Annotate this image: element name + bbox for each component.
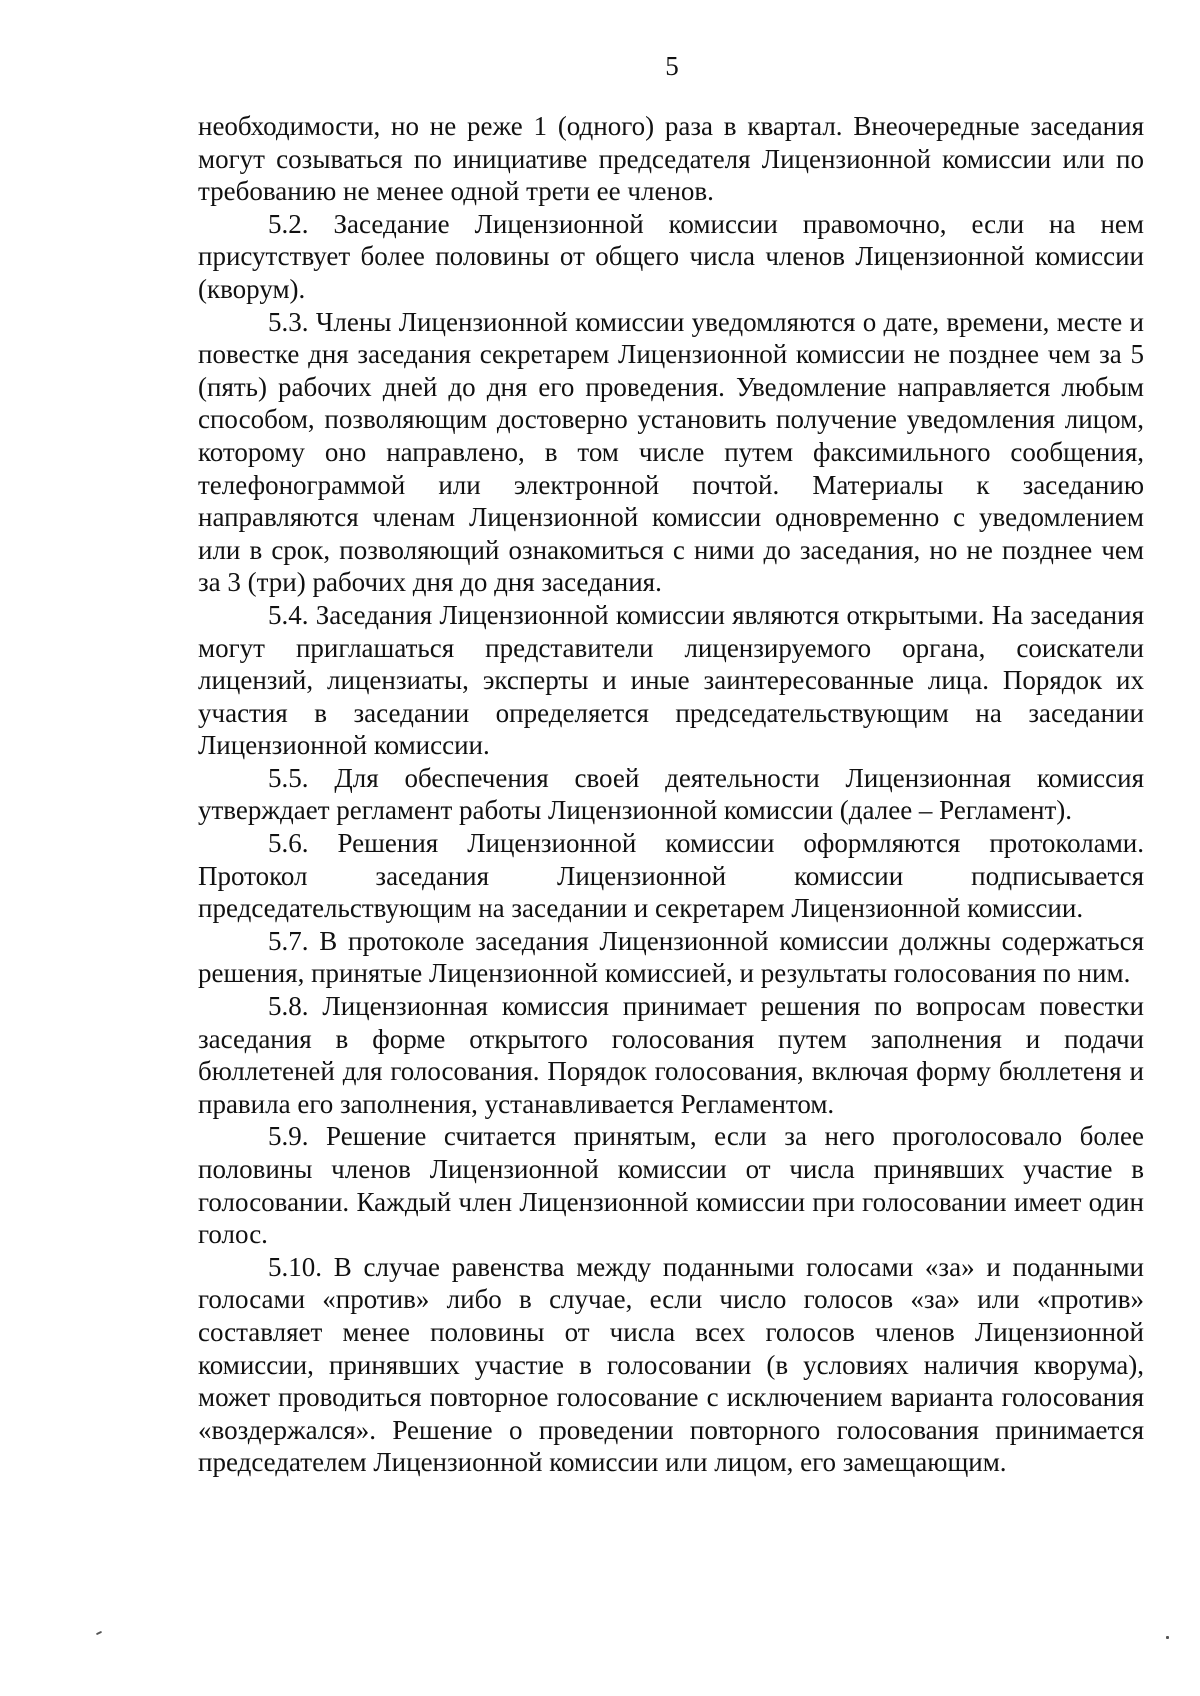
page-number: 5 (665, 51, 679, 81)
document-body (198, 110, 1144, 1479)
scan-speck (1166, 1636, 1169, 1639)
paragraph-continuation: необходимости, но не реже 1 (одного) раза в квартал. Внеочередные заседания могут созываться по инициативе председателя Лицензионной комиссии или по требованию не менее одной трети ее членов. (198, 111, 1144, 207)
paragraph-5-4: 5.4. Заседания Лицензионной комиссии являются открытыми. На заседания могут приглашаться представители лицензируемого органа, соискатели лицензий, лицензиаты, эксперты и иные заинтересованные лица. Порядок их участия в заседании определяется председательствующим на заседании Лицензионной комиссии. (198, 599, 1144, 761)
paragraph-5-8: 5.8. Лицензионная комиссия принимает решения по вопросам повестки заседания в форме открытого голосования путем заполнения и подачи бюллетеней для голосования. Порядок голосования, включая форму бюллетеня и правила его заполнения, устанавливается Регламентом. (198, 991, 1144, 1119)
paragraph-5-7: 5.7. В протоколе заседания Лицензионной комиссии должны содержаться решения, принятые Лицензионной комиссией, и результаты голосования по ним. (198, 925, 1144, 989)
paragraph-5-9: 5.9. Решение считается принятым, если за него проголосовало более половины членов Лицензионной комиссии от числа принявших участие в голосовании. Каждый член Лицензионной комиссии при голосовании имеет один голос. (198, 1121, 1144, 1250)
paragraph-5-6: 5.6. Решения Лицензионной комиссии оформляются протоколами. Протокол заседания Лицензионной комиссии подписывается председательствующим на заседании и секретарем Лицензионной комиссии. (198, 828, 1144, 924)
scan-speck (96, 1631, 102, 1635)
paragraph-5-3: 5.3. Члены Лицензионной комиссии уведомляются о дате, времени, месте и повестке дня заседания секретарем Лицензионной комиссии не позднее чем за 5 (пять) рабочих дней до дня его проведения. Уведомление направляется любым способом, позволяющим достоверно установить получение уведомления лицом, которому оно направлено, в том числе путем факсимильного сообщения, телефонограммой или электронной почтой. Материалы к заседанию направляются членам Лицензионной комиссии одновременно с уведомлением или в срок, позволяющий ознакомиться с ними до заседания, но не позднее чем за 3 (три) рабочих дня до дня заседания. (198, 306, 1144, 598)
paragraph-5-10: 5.10. В случае равенства между поданными голосами «за» и поданными голосами «против» либо в случае, если число голосов «за» или «против» составляет менее половины от числа всех голосов членов Лицензионной комиссии, принявших участие в голосовании (в условиях наличия кворума), может проводиться повторное голосование с исключением варианта голосования «воздержался». Решение о проведении повторного голосования принимается председателем Лицензионной комиссии или лицом, его замещающим. (198, 1251, 1144, 1478)
paragraph-5-5: 5.5. Для обеспечения своей деятельности Лицензионная комиссия утверждает регламент работы Лицензионной комиссии (далее – Регламент). (198, 762, 1144, 826)
paragraph-5-2: 5.2. Заседание Лицензионной комиссии правомочно, если на нем присутствует более половины от общего числа членов Лицензионной комиссии (кворум). (198, 208, 1144, 304)
